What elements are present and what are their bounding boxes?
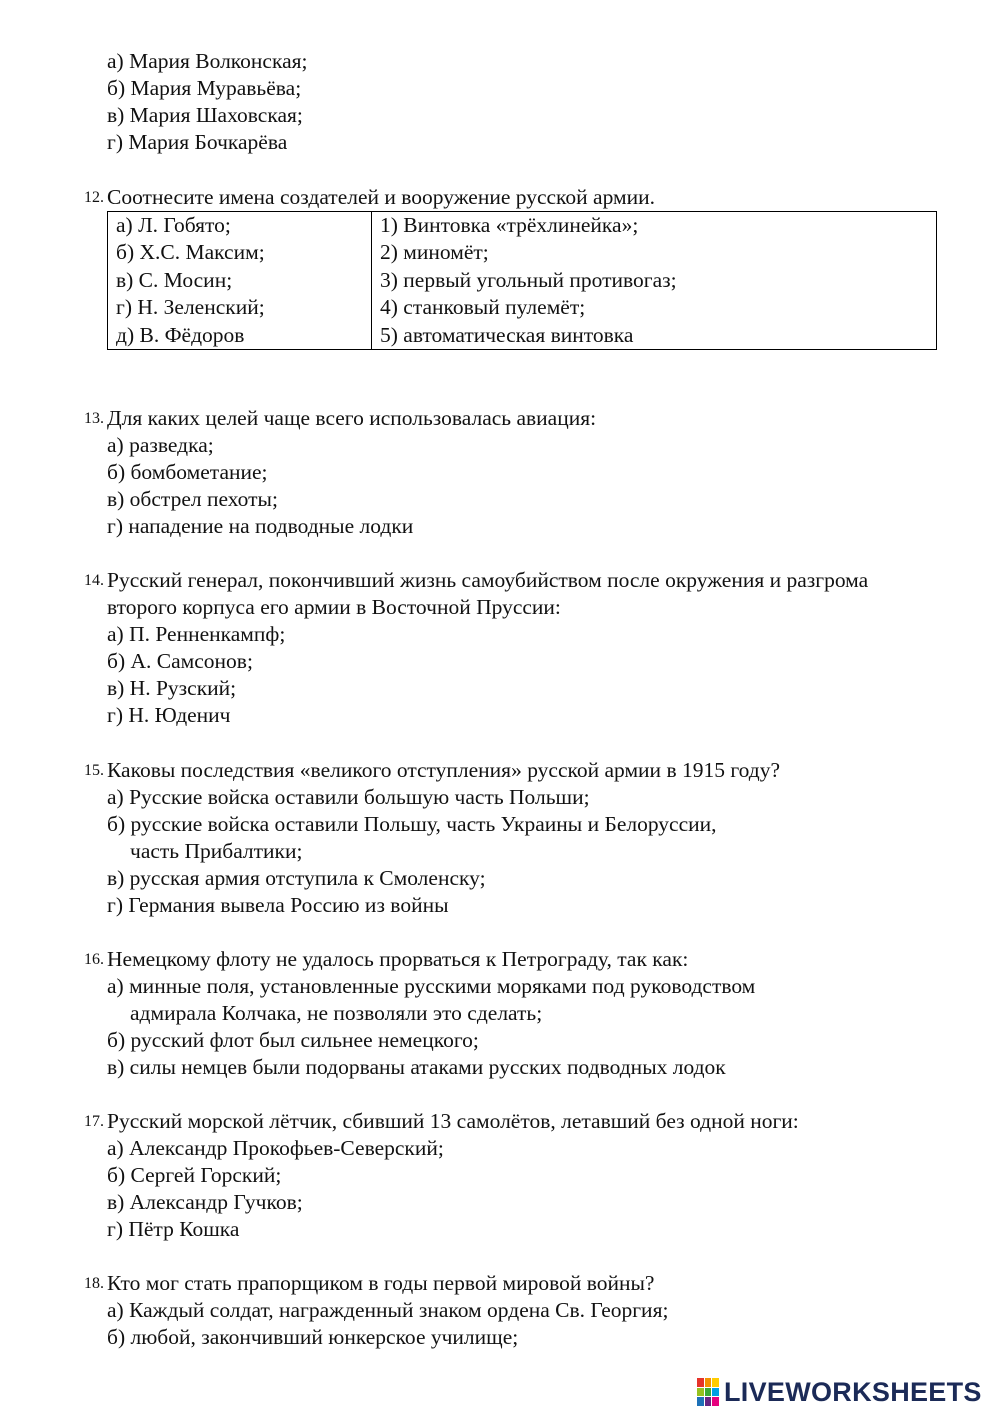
q15-option-d: г) Германия вывела Россию из войны (107, 893, 449, 917)
q14-option-a: а) П. Ренненкампф; (107, 622, 286, 646)
liveworksheets-grid-icon (697, 1378, 719, 1406)
q16-option-b: б) русский флот был сильнее немецкого; (107, 1028, 479, 1052)
match-left-item: г) Н. Зеленский; (116, 295, 265, 320)
question-15-text: Каковы последствия «великого отступления» русской армии в 1915 году? (107, 758, 780, 782)
prev-option-d: г) Мария Бочкарёва (107, 130, 288, 154)
q16-option-c: в) силы немцев были подорваны атаками русских подводных лодок (107, 1055, 726, 1079)
match-right-item: 1) Винтовка «трёхлинейка»; (380, 213, 639, 237)
prev-option-c: в) Мария Шаховская; (107, 103, 303, 127)
match-left-item: а) Л. Гобято; (116, 213, 231, 237)
q17-option-c: в) Александр Гучков; (107, 1190, 303, 1214)
q18-option-b: б) любой, закончивший юнкерское училище; (107, 1325, 519, 1349)
q16-option-a-line2: адмирала Колчака, не позволяли это сделать; (130, 1001, 543, 1025)
match-left-item: б) Х.С. Максим; (116, 240, 265, 265)
q17-option-d: г) Пётр Кошка (107, 1217, 240, 1241)
match-right-item: 5) автоматическая винтовка (380, 322, 634, 347)
match-left-item: д) В. Фёдоров (116, 322, 245, 347)
q16-option-a-line1: а) минные поля, установленные русскими моряками под руководством (107, 974, 756, 998)
question-16-number: 16. (84, 951, 104, 968)
q18-option-a: а) Каждый солдат, награжденный знаком ордена Св. Георгия; (107, 1298, 669, 1322)
liveworksheets-logo-text: LIVEWORKSHEETS (724, 1376, 982, 1407)
question-12-number: 12. (84, 189, 104, 206)
match-left-item: в) С. Мосин; (116, 267, 233, 292)
question-14-text-line1: Русский генерал, покончивший жизнь самоубийством после окружения и разгрома (107, 568, 869, 592)
q15-option-c: в) русская армия отступила к Смоленску; (107, 866, 486, 890)
q13-option-c: в) обстрел пехоты; (107, 487, 278, 511)
matching-table-left-column (108, 212, 372, 350)
question-17-text: Русский морской лётчик, сбивший 13 самолётов, летавший без одной ноги: (107, 1109, 799, 1133)
q15-option-b-line2: часть Прибалтики; (130, 839, 303, 863)
matching-table (107, 211, 937, 350)
question-18-text: Кто мог стать прапорщиком в годы первой мировой войны? (107, 1271, 655, 1295)
match-right-item: 3) первый угольный противогаз; (380, 267, 677, 292)
q14-option-c: в) Н. Рузский; (107, 676, 237, 700)
question-13-number: 13. (84, 410, 104, 427)
matching-table-right-column (372, 212, 937, 350)
liveworksheets-logo (697, 1376, 982, 1408)
match-right-item: 2) миномёт; (380, 240, 489, 265)
q17-option-b: б) Сергей Горский; (107, 1163, 282, 1187)
match-right-item: 4) станковый пулемёт; (380, 295, 586, 320)
question-13-text: Для каких целей чаще всего использовалась авиация: (107, 406, 597, 430)
question-16-text: Немецкому флоту не удалось прорваться к Петрограду, так как: (107, 947, 689, 971)
question-18-number: 18. (84, 1275, 104, 1292)
q13-option-a: а) разведка; (107, 433, 214, 457)
q14-option-d: г) Н. Юденич (107, 703, 231, 727)
question-14-text-line2: второго корпуса его армии в Восточной Пруссии: (107, 595, 561, 619)
prev-option-a: а) Мария Волконская; (107, 49, 308, 73)
q13-option-b: б) бомбометание; (107, 460, 268, 484)
q17-option-a: а) Александр Прокофьев-Северский; (107, 1136, 444, 1160)
question-17-number: 17. (84, 1113, 104, 1130)
q13-option-d: г) нападение на подводные лодки (107, 514, 414, 538)
question-15-number: 15. (84, 762, 104, 779)
q15-option-b-line1: б) русские войска оставили Польшу, часть Украины и Белоруссии, (107, 812, 717, 836)
question-14-number: 14. (84, 572, 104, 589)
question-12-text: Соотнесите имена создателей и вооружение русской армии. (107, 185, 655, 209)
q15-option-a: а) Русские войска оставили большую часть Польши; (107, 785, 590, 809)
prev-option-b: б) Мария Муравьёва; (107, 76, 302, 100)
q14-option-b: б) А. Самсонов; (107, 649, 253, 673)
